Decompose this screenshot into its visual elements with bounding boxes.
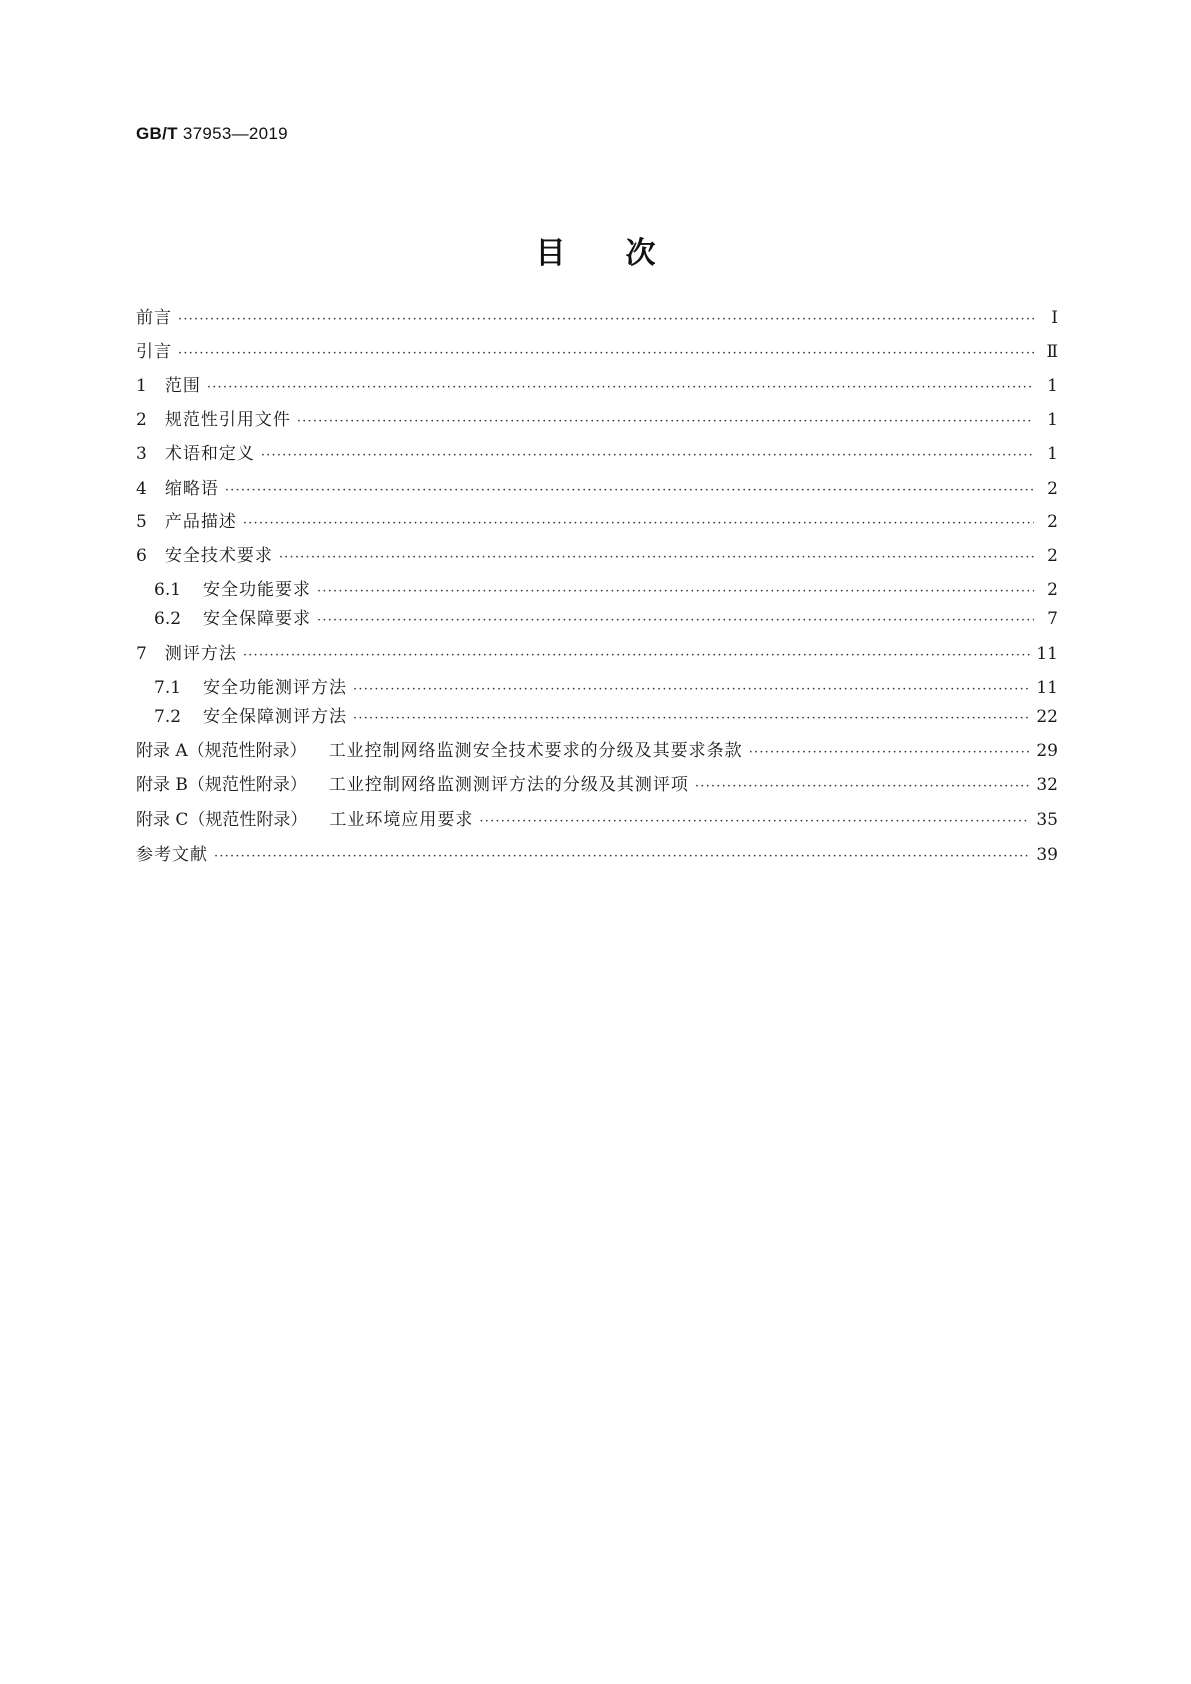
toc-entry-label: 安全功能测评方法 [203,678,348,698]
toc-entry-label: 工业控制网络监测测评方法的分级及其测评项 [328,775,689,795]
toc-entry-number: 6.1 [154,580,182,600]
toc-leader-dots [243,517,1034,530]
toc-entry-number: 7.1 [154,678,182,698]
toc-entry-label: 参考文献 [136,845,208,865]
toc-entry[interactable] [136,310,1058,327]
toc-leader-dots [695,780,1030,793]
toc-entry-number: 7.2 [154,707,182,727]
toc-leader-dots [214,850,1030,863]
toc-entry-label: 安全技术要求 [164,546,273,566]
toc-entry-page: 22 [1036,707,1058,727]
toc-title: 目次 [535,236,716,271]
toc-entry-page: 32 [1036,775,1058,795]
toc-entry-page: 2 [1047,512,1058,532]
toc-leader-dots [178,313,1034,326]
toc-entry-page: 11 [1036,644,1058,664]
toc-entry[interactable] [154,680,1058,697]
toc-entry[interactable] [154,709,1058,726]
standard-code-number: 37953—2019 [182,124,288,143]
toc-leader-dots [479,815,1030,828]
toc-entry-label: 缩略语 [164,479,219,499]
toc-entry-label: 安全功能要求 [203,580,312,600]
toc-entry[interactable] [136,646,1058,663]
toc-entry[interactable] [154,611,1058,628]
toc-entry[interactable] [136,812,1058,829]
toc-entry-label: 安全保障要求 [203,609,312,629]
standard-code-prefix: GB/T [136,124,178,143]
toc-leader-dots [317,614,1034,627]
toc-entry-number: 附录 A（规范性附录） [136,741,307,761]
toc-entry-label: 测评方法 [164,644,237,664]
toc-leader-dots [243,649,1031,662]
toc-entry-page: 7 [1047,609,1058,629]
toc-entry[interactable] [136,514,1058,531]
toc-entry[interactable] [154,582,1058,599]
toc-entry-label: 前言 [136,308,172,328]
toc-entry-page: 39 [1036,845,1058,865]
toc-entry-number: 5 [136,512,147,532]
standard-code [136,124,288,144]
toc-entry-label: 工业环境应用要求 [329,810,474,830]
toc-entry-label: 工业控制网络监测安全技术要求的分级及其要求条款 [328,741,743,761]
toc-leader-dots [178,347,1034,360]
toc-entry-number: 3 [136,444,147,464]
toc-entry-page: 1 [1047,444,1058,464]
toc-entry-number: 附录 C（规范性附录） [136,810,308,830]
toc-entry-number: 4 [136,479,147,499]
toc-entry-page: Ⅰ [1051,308,1058,328]
toc-entry-label: 引言 [136,342,172,362]
toc-entry[interactable] [136,777,1058,794]
toc-entry-page: 35 [1036,810,1058,830]
toc-entry[interactable] [136,344,1058,361]
toc-entry-page: 11 [1036,678,1058,698]
toc-entry[interactable] [136,847,1058,864]
toc-leader-dots [225,484,1034,497]
toc-entry[interactable] [136,412,1058,429]
toc-leader-dots [297,415,1034,428]
toc-entry-number: 2 [136,410,147,430]
toc-entry-page: 2 [1047,580,1058,600]
toc-entry[interactable] [136,446,1058,463]
toc-entry-number: 7 [136,644,147,664]
toc-entry-label: 范围 [164,376,201,396]
toc-entry-label: 产品描述 [164,512,237,532]
toc-entry-label: 安全保障测评方法 [203,707,348,727]
toc-entry-number: 6 [136,546,147,566]
toc-entry-page: 29 [1036,741,1058,761]
toc-entry-number: 6.2 [154,609,182,629]
toc-entry-page: 2 [1047,479,1058,499]
toc-leader-dots [353,683,1030,696]
toc-leader-dots [749,746,1031,759]
toc-entry-number: 附录 B（规范性附录） [136,775,307,795]
toc-entry-label: 规范性引用文件 [164,410,291,430]
toc-leader-dots [279,551,1034,564]
toc-entry[interactable] [136,378,1058,395]
toc-entry-number: 1 [136,376,147,396]
toc-leader-dots [207,381,1034,394]
toc-entry[interactable] [136,481,1058,498]
toc-entry[interactable] [136,743,1058,760]
toc-entry-page: 1 [1047,376,1058,396]
toc-entry-page: 2 [1047,546,1058,566]
toc-entry-page: Ⅱ [1046,342,1058,362]
toc-leader-dots [317,585,1034,598]
toc-leader-dots [353,712,1030,725]
toc-entry-page: 1 [1047,410,1058,430]
toc-entry[interactable] [136,548,1058,565]
toc-leader-dots [261,449,1034,462]
toc-entry-label: 术语和定义 [164,444,255,464]
